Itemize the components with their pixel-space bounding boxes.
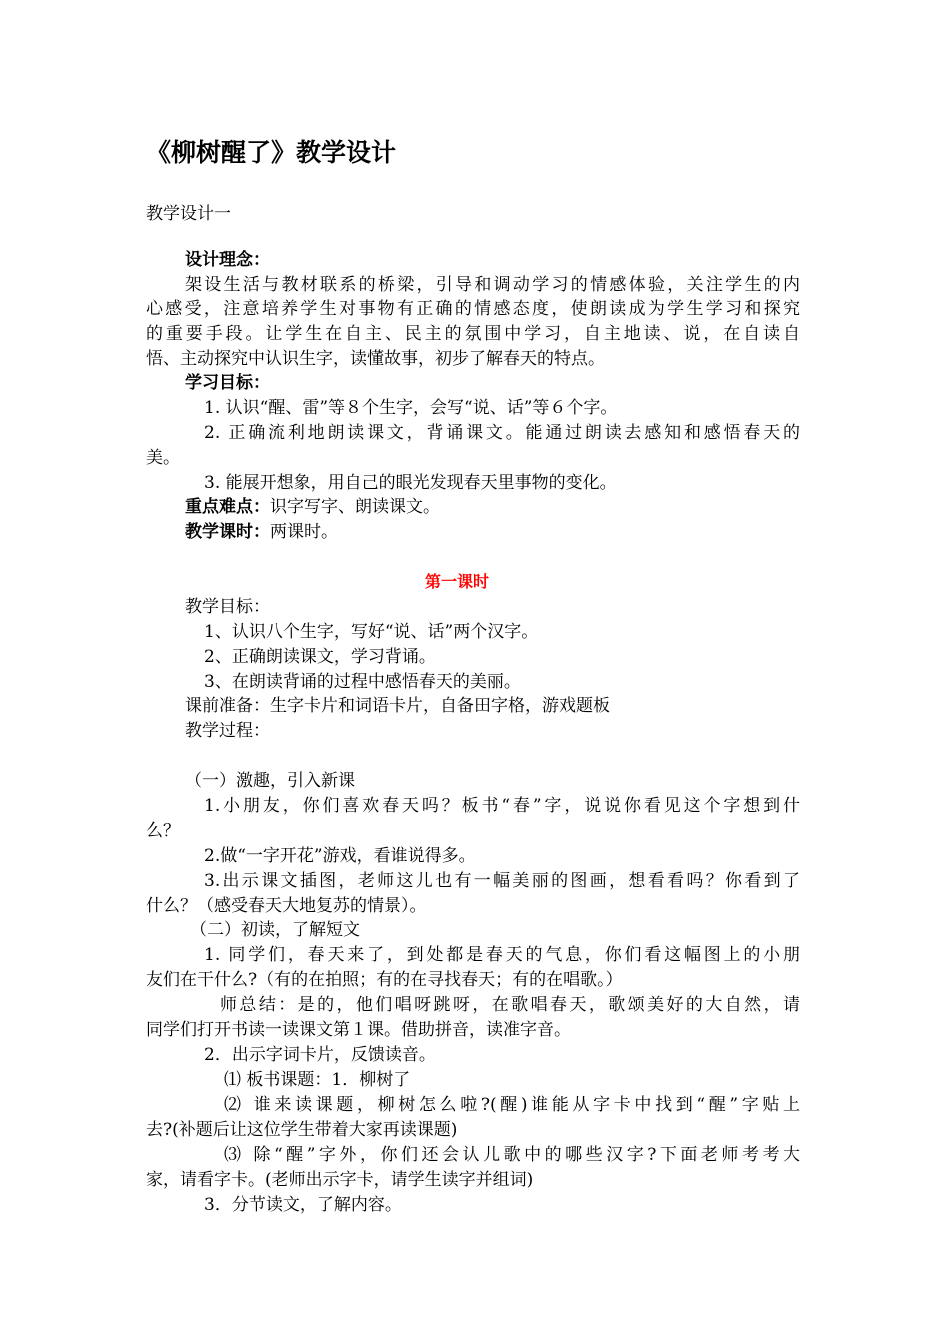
section-2-heading: （二）初读，了解短文 [190, 920, 360, 940]
key-points [185, 496, 440, 518]
lesson1-process-label: 教学过程： [185, 721, 270, 741]
lesson1-prep: 课前准备：生字卡片和词语卡片，自备田字格，游戏题板 [185, 696, 610, 716]
class-hours-label: 教学课时： [185, 522, 270, 542]
q3: 3．分节读文，了解内容。 [204, 1195, 402, 1215]
q1b: 友们在干什么?（有的在拍照；有的在寻找春天；有的在唱歌。） [146, 970, 623, 990]
goals-heading: 学习目标： [185, 373, 270, 393]
goal-item-2a: 2. 正确流利地朗读课文，背诵课文。能通过朗读去感知和感悟春天的 [204, 423, 800, 443]
section-1-heading: （一）激趣，引入新课 [185, 771, 355, 791]
q1c: 师总结：是的，他们唱呀跳呀，在歌唱春天，歌颂美好的大自然，请 [220, 995, 800, 1015]
q2-2b: 去?(补题后让这位学生带着大家再读课题) [146, 1120, 458, 1140]
lesson1-goal-1: 1、认识八个生字，写好“说、话”两个汉字。 [204, 622, 539, 642]
lesson1-goal-3: 3、在朗读背诵的过程中感悟春天的美丽。 [204, 672, 521, 692]
design-subtitle: 教学设计一 [146, 204, 231, 224]
class-hours [185, 521, 338, 543]
para-3a: 3.出示课文插图，老师这儿也有一幅美丽的图画，想看看吗？你看到了 [204, 871, 800, 891]
para-2: 2.做“一字开花”游戏，看谁说得多。 [204, 846, 476, 866]
lesson1-goals-label: 教学目标： [185, 597, 270, 617]
document-title: 《柳树醒了》教学设计 [146, 138, 397, 167]
concept-line-2: 心感受，注意培养学生对事物有正确的情感态度，使朗读成为学生学习和探究 [146, 299, 800, 319]
q1a: 1. 同学们，春天来了，到处都是春天的气息，你们看这幅图上的小朋 [204, 945, 800, 965]
q2-3b: 家，请看字卡。(老师出示字卡，请学生读字并组词) [146, 1170, 534, 1190]
q2-1: ⑴ 板书课题：1．柳树了 [224, 1070, 411, 1090]
goal-item-3: 3. 能展开想象，用自己的眼光发现春天里事物的变化。 [204, 473, 617, 493]
concept-line-4: 悟、主动探究中认识生字，读懂故事，初步了解春天的特点。 [146, 349, 605, 369]
goal-item-1: 1. 认识“醒、雷”等８个生字，会写“说、话”等６个字。 [204, 398, 618, 418]
concept-line-1: 架设生活与教材联系的桥梁，引导和调动学习的情感体验，关注学生的内 [185, 275, 800, 295]
q1d: 同学们打开书读一读课文第１课。借助拼音，读准字音。 [146, 1020, 571, 1040]
concept-heading: 设计理念： [185, 250, 270, 270]
para-1b: 么？ [146, 821, 180, 841]
q2-3a: ⑶ 除“醒”字外，你们还会认儿歌中的哪些汉字?下面老师考考大 [224, 1145, 800, 1165]
class-hours-text: 两课时。 [270, 522, 338, 542]
q2: 2．出示字词卡片，反馈读音。 [204, 1045, 436, 1065]
lesson1-goal-2: 2、正确朗读课文，学习背诵。 [204, 647, 436, 667]
concept-line-3: 的重要手段。让学生在自主、民主的氛围中学习，自主地读、说，在自读自 [146, 324, 800, 344]
para-3b: 什么？（感受春天大地复苏的情景）。 [146, 896, 427, 916]
key-points-label: 重点难点： [185, 497, 270, 517]
key-points-text: 识字写字、朗读课文。 [270, 497, 440, 517]
para-1a: 1.小朋友，你们喜欢春天吗？板书“春”字，说说你看见这个字想到什 [204, 796, 800, 816]
lesson1-heading: 第一课时 [425, 572, 490, 591]
goal-item-2b: 美。 [146, 448, 180, 468]
q2-2a: ⑵ 谁来读课题，柳树怎么啦?(醒)谁能从字卡中找到“醒”字贴上 [224, 1095, 800, 1115]
